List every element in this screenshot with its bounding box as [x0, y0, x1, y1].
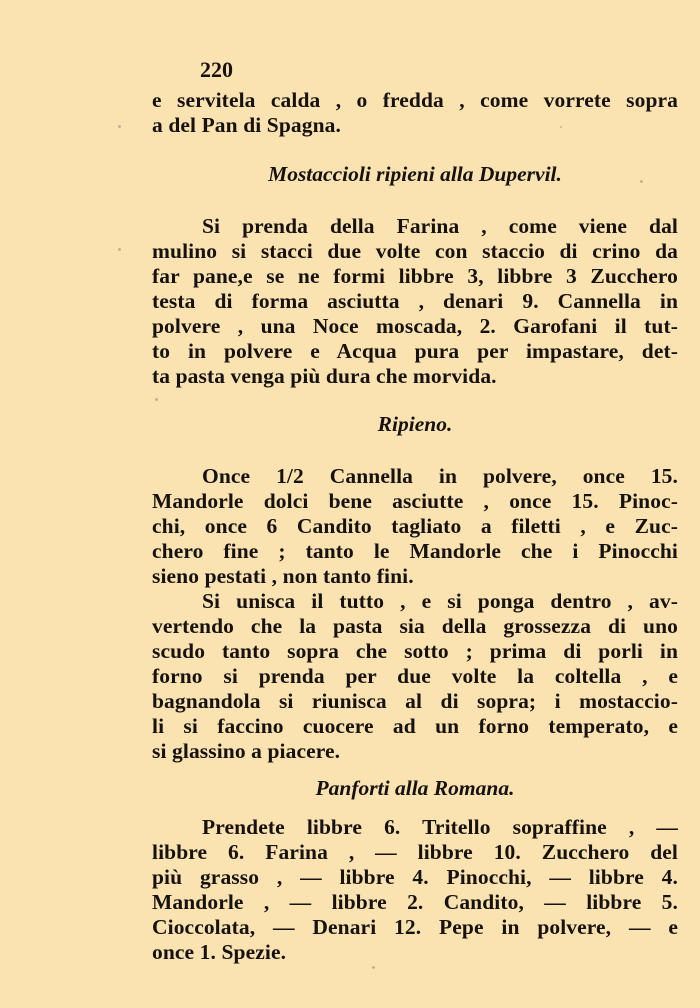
- paragraph: [152, 88, 678, 138]
- section-heading: Ripieno.: [377, 412, 453, 436]
- text-line: li si faccino cuocere ad un forno temperato, e: [152, 714, 678, 738]
- text-line: forno si prenda per due volte la coltella , e: [152, 664, 678, 688]
- text-line: ta pasta venga più dura che morvida.: [152, 364, 497, 388]
- text-line: testa di forma asciutta , denari 9. Cannella in: [152, 289, 678, 313]
- paragraph: [152, 464, 678, 589]
- section-heading: Panforti alla Romana.: [315, 776, 515, 800]
- text-line: più grasso , — libbre 4. Pinocchi, — libbre 4.: [152, 865, 678, 889]
- text-line: a del Pan di Spagna.: [152, 113, 341, 137]
- paragraph: [152, 815, 678, 965]
- section-heading: Mostaccioli ripieni alla Dupervil.: [268, 162, 562, 186]
- paper-speck: [155, 398, 158, 401]
- paper-speck: [372, 966, 375, 969]
- page-number: 220: [200, 57, 233, 82]
- text-line: scudo tanto sopra che sotto ; prima di porli in: [152, 639, 678, 663]
- text-line: Once 1/2 Cannella in polvere, once 15.: [202, 464, 678, 488]
- text-line: once 1. Spezie.: [152, 940, 287, 964]
- text-line: Si unisca il tutto , e si ponga dentro , av-: [202, 589, 678, 613]
- text-line: e servitela calda , o fredda , come vorrete sopra: [152, 88, 678, 112]
- text-line: sieno pestati , non tanto fini.: [152, 564, 414, 588]
- text-line: mulino si stacci due volte con staccio di crino da: [152, 239, 678, 263]
- text-line: libbre 6. Farina , — libbre 10. Zucchero del: [152, 840, 678, 864]
- text-line: Si prenda della Farina , come viene dal: [202, 214, 678, 238]
- paper-speck: [640, 180, 643, 183]
- paragraph: [152, 214, 678, 389]
- paper-speck: [118, 248, 121, 251]
- text-line: Mandorle , — libbre 2. Candito, — libbre 5.: [152, 890, 678, 914]
- text-line: chi, once 6 Candito tagliato a filetti , e Zuc-: [152, 514, 678, 538]
- paper-speck: [118, 125, 121, 128]
- text-line: si glassino a piacere.: [152, 739, 341, 763]
- text-line: bagnandola si riunisca al di sopra; i mostaccio-: [152, 689, 678, 713]
- text-line: far pane,e se ne formi libbre 3, libbre 3 Zucchero: [152, 264, 678, 288]
- text-line: vertendo che la pasta sia della grossezza di uno: [152, 614, 678, 638]
- text-line: Prendete libbre 6. Tritello sopraffine , —: [202, 815, 678, 839]
- paragraph: [152, 589, 678, 764]
- paper-speck: [560, 126, 562, 128]
- text-line: Cioccolata, — Denari 12. Pepe in polvere, — e: [152, 915, 678, 939]
- text-line: Mandorle dolci bene asciutte , once 15. Pinoc-: [152, 489, 678, 513]
- text-line: chero fine ; tanto le Mandorle che i Pinocchi: [152, 539, 678, 563]
- text-line: polvere , una Noce moscada, 2. Garofani il tut-: [152, 314, 678, 338]
- text-line: to in polvere e Acqua pura per impastare, det-: [152, 339, 678, 363]
